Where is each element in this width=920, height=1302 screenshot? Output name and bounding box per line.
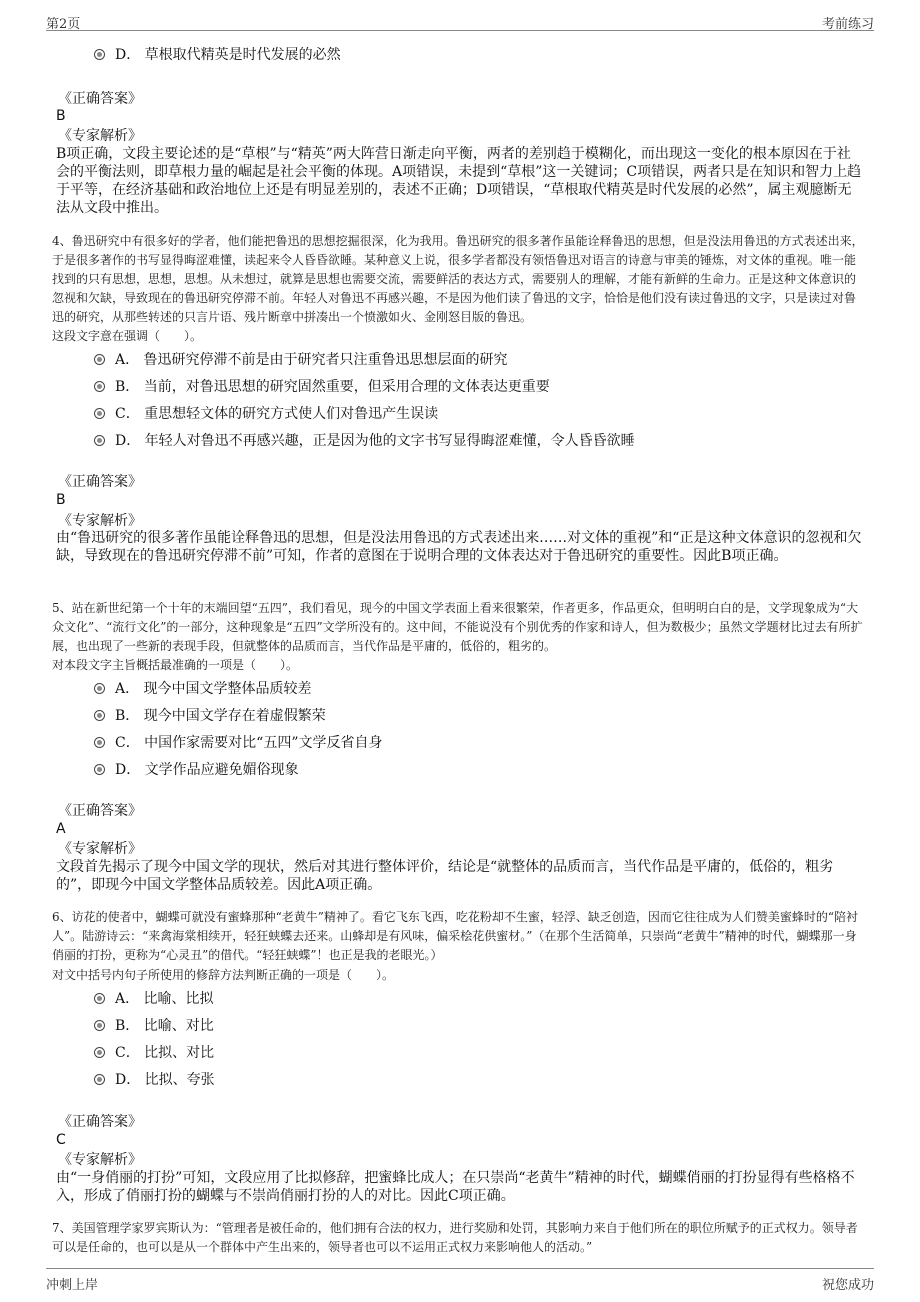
q3-answer: B <box>56 108 66 124</box>
q6-option-b[interactable]: B． 比喻、对比 <box>94 1017 214 1035</box>
q6-stem: 6、访花的使者中，蝴蝶可就没有蜜蜂那种“老黄牛”精神了。看它飞东飞西，吃花粉却不生蜜，轻浮、缺乏创造，因而它往往成为人们赞美蜜蜂时的“陪衬人”。陆游诗云：“来禽海棠相续开，轻狂蛱蝶去还来。山蜂却是有风味，偏采桧花供蜜材。”（在那个生活简单，只崇尚“老黄牛”精神的时代，蝴蝶那一身俏丽的打扮，更称为“心灵丑”的借代。“轻狂蛱蝶”！也正是我的老眼光。） <box>52 910 859 962</box>
q5-option-a[interactable]: A． 现今中国文学整体品质较差 <box>94 680 312 698</box>
footer-left-text: 冲刺上岸 <box>46 1278 99 1293</box>
q3-analysis: B项正确，文段主要论述的是“草根”与“精英”两大阵营日渐走向平衡，两者的差别趋于模糊化，而出现这一变化的根本原因在于社会的平衡法则，即草根力量的崛起是社会平衡的体现。A项错误，未提到“草根”这一关键词；C项错误，两者只是在知识和智力上趋于平等，在经济基础和政治地位上还是有明显差别的，表述不正确；D项错误，“草根取代精英是时代发展的必然”，属主观臆断无法从文段中推出。 <box>56 146 862 216</box>
q6-analysis: 由“一身俏丽的打扮”可知，文段应用了比拟修辞，把蜜蜂比成人；在只崇尚“老黄牛”精神的时代，蝴蝶俏丽的打扮显得有些格格不入，形成了俏丽打扮的蝴蝶与不崇尚俏丽打扮的人的对比。因此C项正确。 <box>56 1170 855 1204</box>
q6-answer: C <box>56 1132 66 1148</box>
q4-answer: B <box>56 492 66 508</box>
radio-icon[interactable] <box>94 1020 105 1031</box>
q4-analysis-label: 《专家解析》 <box>58 513 142 529</box>
radio-icon[interactable] <box>94 993 105 1004</box>
q4-stem: 4、鲁迅研究中有很多好的学者，他们能把鲁迅的思想挖掘很深，化为我用。鲁迅研究的很多著作虽能诠释鲁迅的思想，但是没法用鲁迅的方式表述出来，于是很多著作的书写显得晦涩难懂，读起来令人昏昏欲睡。某种意义上说，很多学者都没有领悟鲁迅对语言的诗意与审美的锤炼，对文体的重视。唯一能找到的只有思想，思想，思想。从未想过，就算是思想也需要交流，需要鲜活的表达方式，需要别人的理解，才能有新鲜的生命力。正是这种文体意识的忽视和欠缺，导致现在的鲁迅研究停滞不前。年轻人对鲁迅不再感兴趣，不是因为他们读了鲁迅的文字，恰恰是他们没有读过鲁迅的文字，只是读过对鲁迅的研究，从那些转述的只言片语、残片断章中拼凑出一个愤激如火、金刚怒目版的鲁迅。 <box>52 234 864 324</box>
q4-analysis: 由“鲁迅研究的很多著作虽能诠释鲁迅的思想，但是没法用鲁迅的方式表述出来……对文体的重视”和“正是这种文体意识的忽视和欠缺，导致现在的鲁迅研究停滞不前”可知，作者的意图在于说明合理的文体表达对于鲁迅研究的重要性。因此B项正确。 <box>56 530 862 564</box>
q4-option-d[interactable]: D． 年轻人对鲁迅不再感兴趣，正是因为他的文字书写显得晦涩难懂，令人昏昏欲睡 <box>94 432 635 450</box>
radio-icon[interactable] <box>94 354 105 365</box>
radio-icon[interactable] <box>94 408 105 419</box>
page-footer <box>46 1268 874 1293</box>
q3-analysis-label: 《专家解析》 <box>58 128 142 144</box>
radio-icon[interactable] <box>94 737 105 748</box>
q4-answer-label: 《正确答案》 <box>58 474 142 490</box>
q5-prompt: 对本段文字主旨概括最准确的一项是（ ）。 <box>52 658 299 672</box>
radio-icon[interactable] <box>94 764 105 775</box>
q6-answer-label: 《正确答案》 <box>58 1114 142 1130</box>
q5-analysis: 文段首先揭示了现今中国文学的现状，然后对其进行整体评价，结论是“就整体的品质而言，当代作品是平庸的，低俗的，粗劣的”，即现今中国文学整体品质较差。因此A项正确。 <box>56 859 834 893</box>
q5-stem: 5、站在新世纪第一个十年的末端回望“五四”，我们看见，现今的中国文学表面上看来很繁荣，作者更多，作品更众，但明明白白的是，文学现象成为“大众文化”、“流行文化”的一部分，这种现象是“五四”文学所没有的。这中间，不能说没有个别优秀的作家和诗人，但为数极少；虽然文学题材比过去有所扩展，也出现了一些新的表现手段，但就整体的品质而言，当代作品是平庸的，低俗的，粗劣的。 <box>52 601 863 653</box>
q3-answer-label: 《正确答案》 <box>58 91 142 107</box>
page-number: 第2页 <box>46 17 81 32</box>
q4-option-c[interactable]: C． 重思想轻文体的研究方式使人们对鲁迅产生误读 <box>94 405 438 423</box>
q3-option-d[interactable]: D． 草根取代精英是时代发展的必然 <box>94 46 341 64</box>
q5-analysis-label: 《专家解析》 <box>58 841 142 857</box>
header-title: 考前练习 <box>821 17 874 32</box>
radio-icon[interactable] <box>94 435 105 446</box>
page-header <box>46 8 874 31</box>
q5-option-c[interactable]: C． 中国作家需要对比“五四”文学反省自身 <box>94 734 382 752</box>
q4-option-a[interactable]: A． 鲁迅研究停滞不前是由于研究者只注重鲁迅思想层面的研究 <box>94 351 508 369</box>
q5-answer: A <box>56 821 66 837</box>
q4-option-b[interactable]: B． 当前，对鲁迅思想的研究固然重要，但采用合理的文体表达更重要 <box>94 378 550 396</box>
radio-icon[interactable] <box>94 710 105 721</box>
q6-option-c[interactable]: C． 比拟、对比 <box>94 1044 214 1062</box>
q6-analysis-label: 《专家解析》 <box>58 1152 142 1168</box>
q5-option-d[interactable]: D． 文学作品应避免媚俗现象 <box>94 761 299 779</box>
radio-icon[interactable] <box>94 683 105 694</box>
footer-right-text: 祝您成功 <box>821 1278 874 1293</box>
q7-stem: 7、美国管理学家罗宾斯认为：“管理者是被任命的，他们拥有合法的权力，进行奖励和处罚，其影响力来自于他们所在的职位所赋予的正式权力。领导者可以是任命的，也可以是从一个群体中产生出来的，领导者也可以不运用正式权力来影响他人的活动。” <box>52 1221 858 1254</box>
radio-icon[interactable] <box>94 381 105 392</box>
q5-answer-label: 《正确答案》 <box>58 803 142 819</box>
radio-icon[interactable] <box>94 1074 105 1085</box>
q6-option-a[interactable]: A． 比喻、比拟 <box>94 990 214 1008</box>
q4-prompt: 这段文字意在强调（ ）。 <box>52 329 203 343</box>
radio-icon[interactable] <box>94 49 105 60</box>
q6-prompt: 对文中括号内句子所使用的修辞方法判断正确的一项是（ ）。 <box>52 968 395 982</box>
radio-icon[interactable] <box>94 1047 105 1058</box>
q5-option-b[interactable]: B． 现今中国文学存在着虚假繁荣 <box>94 707 326 725</box>
q6-option-d[interactable]: D． 比拟、夸张 <box>94 1071 215 1089</box>
